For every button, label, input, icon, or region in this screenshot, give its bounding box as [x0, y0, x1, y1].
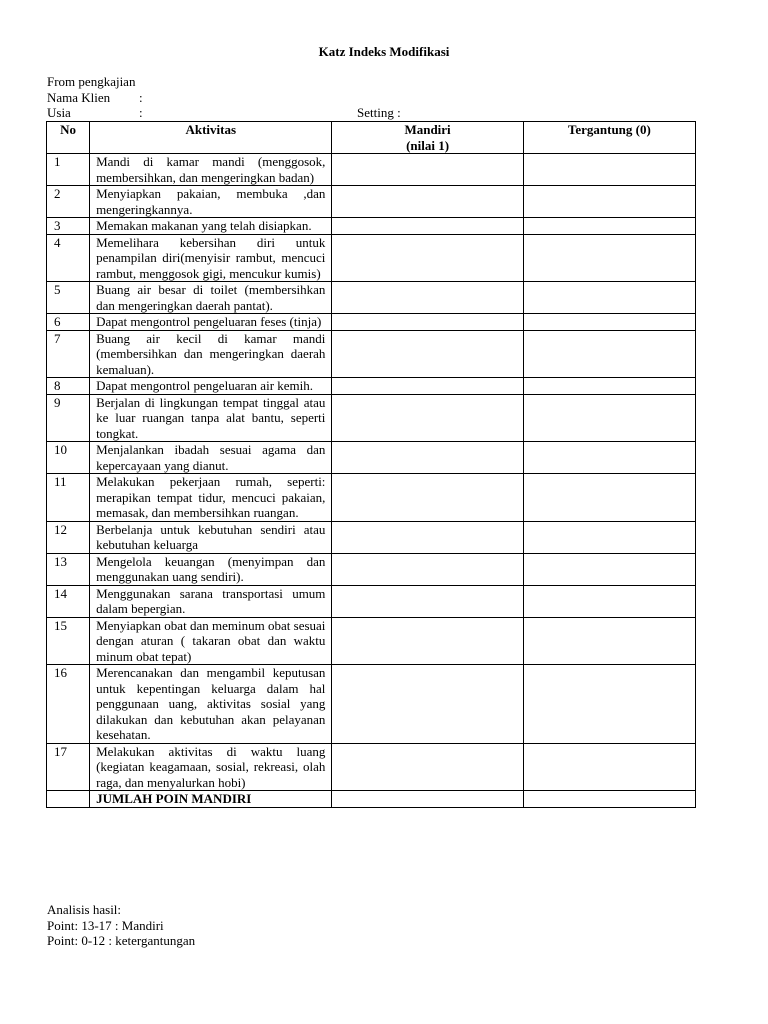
total-tergantung-cell[interactable]	[523, 791, 695, 808]
row-number: 6	[47, 314, 90, 331]
tergantung-cell[interactable]	[523, 665, 695, 744]
mandiri-cell[interactable]	[332, 218, 523, 235]
header-mandiri-label: Mandiri	[404, 122, 451, 137]
row-activity: Mandi di kamar mandi (menggosok, membersihkan, dan mengeringkan badan)	[90, 154, 332, 186]
tergantung-cell[interactable]	[523, 314, 695, 331]
row-activity: Merencanakan dan mengambil keputusan untuk kepentingan keluarga dalam hal penggunaan uang, aktivitas sosial yang dilakukan dan kebutuhan akan pelayanan kesehatan.	[90, 665, 332, 744]
row-activity: Memelihara kebersihan diri untuk penampilan diri(menyisir rambut, mencuci rambut, menggosok gigi, mencukur kumis)	[90, 234, 332, 282]
nama-klien-colon: :	[139, 89, 143, 105]
row-number: 9	[47, 394, 90, 442]
row-number: 10	[47, 442, 90, 474]
header-mandiri-value: (nilai 1)	[406, 137, 450, 153]
tergantung-cell[interactable]	[523, 330, 695, 378]
from-line: From pengkajian	[47, 74, 136, 89]
tergantung-cell[interactable]	[523, 474, 695, 522]
tergantung-cell[interactable]	[523, 218, 695, 235]
row-activity: Memakan makanan yang telah disiapkan.	[90, 218, 332, 235]
row-activity: Dapat mengontrol pengeluaran air kemih.	[90, 378, 332, 395]
table-row	[47, 154, 696, 186]
mandiri-cell[interactable]	[332, 314, 523, 331]
row-activity: Menyiapkan obat dan meminum obat sesuai dengan aturan ( takaran obat dan waktu minum obat tepat)	[90, 617, 332, 665]
table-row	[47, 218, 696, 235]
total-label: JUMLAH POIN MANDIRI	[90, 791, 332, 808]
row-number: 8	[47, 378, 90, 395]
row-number: 2	[47, 186, 90, 218]
page-title: Katz Indeks Modifikasi	[318, 44, 450, 59]
table-row	[47, 743, 696, 791]
mandiri-cell[interactable]	[332, 234, 523, 282]
table-row	[47, 442, 696, 474]
row-activity: Berbelanja untuk kebutuhan sendiri atau kebutuhan keluarga	[90, 521, 332, 553]
row-number: 7	[47, 330, 90, 378]
tergantung-cell[interactable]	[523, 442, 695, 474]
row-number: 13	[47, 553, 90, 585]
mandiri-cell[interactable]	[332, 585, 523, 617]
row-number: 11	[47, 474, 90, 522]
tergantung-cell[interactable]	[523, 743, 695, 791]
row-number: 15	[47, 617, 90, 665]
usia-label: Usia	[47, 105, 71, 120]
row-number: 1	[47, 154, 90, 186]
header-mandiri	[332, 122, 523, 154]
tergantung-cell[interactable]	[523, 617, 695, 665]
header-tergantung: Tergantung (0)	[523, 122, 695, 154]
row-number: 14	[47, 585, 90, 617]
tergantung-cell[interactable]	[523, 521, 695, 553]
tergantung-cell[interactable]	[523, 378, 695, 395]
tergantung-cell[interactable]	[523, 394, 695, 442]
usia-colon: :	[139, 105, 143, 120]
table-row	[47, 186, 696, 218]
analysis-section	[47, 902, 195, 949]
tergantung-cell[interactable]	[523, 154, 695, 186]
row-activity: Berjalan di lingkungan tempat tinggal atau ke luar ruangan tanpa alat bantu, seperti tongkat.	[90, 394, 332, 442]
table-row	[47, 378, 696, 395]
table-row	[47, 617, 696, 665]
row-activity: Menggunakan sarana transportasi umum dalam bepergian.	[90, 585, 332, 617]
analysis-line-mandiri: Point: 13-17 : Mandiri	[47, 917, 164, 933]
mandiri-cell[interactable]	[332, 617, 523, 665]
table-row	[47, 314, 696, 331]
row-activity: Melakukan pekerjaan rumah, seperti: merapikan tempat tidur, mencuci pakaian, memasak, dan membersihkan ruangan.	[90, 474, 332, 522]
setting-label: Setting :	[357, 105, 401, 120]
row-number: 16	[47, 665, 90, 744]
katz-table	[46, 121, 696, 808]
mandiri-cell[interactable]	[332, 665, 523, 744]
table-row	[47, 553, 696, 585]
table-row	[47, 585, 696, 617]
mandiri-cell[interactable]	[332, 743, 523, 791]
row-number: 4	[47, 234, 90, 282]
total-row	[47, 791, 696, 808]
mandiri-cell[interactable]	[332, 154, 523, 186]
table-body	[47, 154, 696, 808]
mandiri-cell[interactable]	[332, 330, 523, 378]
table-row	[47, 330, 696, 378]
client-info	[47, 74, 143, 121]
header-aktivitas: Aktivitas	[90, 122, 332, 154]
mandiri-cell[interactable]	[332, 442, 523, 474]
row-number: 3	[47, 218, 90, 235]
usia-line	[47, 105, 143, 121]
table-row	[47, 665, 696, 744]
tergantung-cell[interactable]	[523, 234, 695, 282]
table-row	[47, 521, 696, 553]
row-number: 17	[47, 743, 90, 791]
mandiri-cell[interactable]	[332, 186, 523, 218]
tergantung-cell[interactable]	[523, 186, 695, 218]
nama-klien-label: Nama Klien	[47, 89, 111, 105]
table-header-row	[47, 122, 696, 154]
nama-klien-line	[47, 90, 143, 106]
row-activity: Buang air besar di toilet (membersihkan dan mengeringkan daerah pantat).	[90, 282, 332, 314]
row-activity: Menyiapkan pakaian, membuka ,dan mengeringkannya.	[90, 186, 332, 218]
tergantung-cell[interactable]	[523, 553, 695, 585]
mandiri-cell[interactable]	[332, 553, 523, 585]
row-activity: Buang air kecil di kamar mandi (membersihkan dan mengeringkan daerah kemaluan).	[90, 330, 332, 378]
analysis-heading: Analisis hasil:	[47, 902, 122, 917]
table-row	[47, 234, 696, 282]
total-mandiri-cell[interactable]	[332, 791, 523, 808]
mandiri-cell[interactable]	[332, 282, 523, 314]
row-activity: Melakukan aktivitas di waktu luang (kegiatan keagamaan, sosial, rekreasi, olah raga, dan menyalurkan hobi)	[90, 743, 332, 791]
row-activity: Mengelola keuangan (menyimpan dan menggunakan uang sendiri).	[90, 553, 332, 585]
row-activity: Dapat mengontrol pengeluaran feses (tinja)	[90, 314, 332, 331]
table-row	[47, 474, 696, 522]
analysis-line-ketergantungan: Point: 0-12 : ketergantungan	[47, 933, 196, 948]
tergantung-cell[interactable]	[523, 585, 695, 617]
tergantung-cell[interactable]	[523, 282, 695, 314]
header-no: No	[47, 122, 90, 154]
table-row	[47, 282, 696, 314]
mandiri-cell[interactable]	[332, 474, 523, 522]
mandiri-cell[interactable]	[332, 394, 523, 442]
table-row	[47, 394, 696, 442]
row-activity: Menjalankan ibadah sesuai agama dan kepercayaan yang dianut.	[90, 442, 332, 474]
mandiri-cell[interactable]	[332, 378, 523, 395]
row-number: 12	[47, 521, 90, 553]
mandiri-cell[interactable]	[332, 521, 523, 553]
row-number: 5	[47, 282, 90, 314]
total-number-cell	[47, 791, 90, 808]
